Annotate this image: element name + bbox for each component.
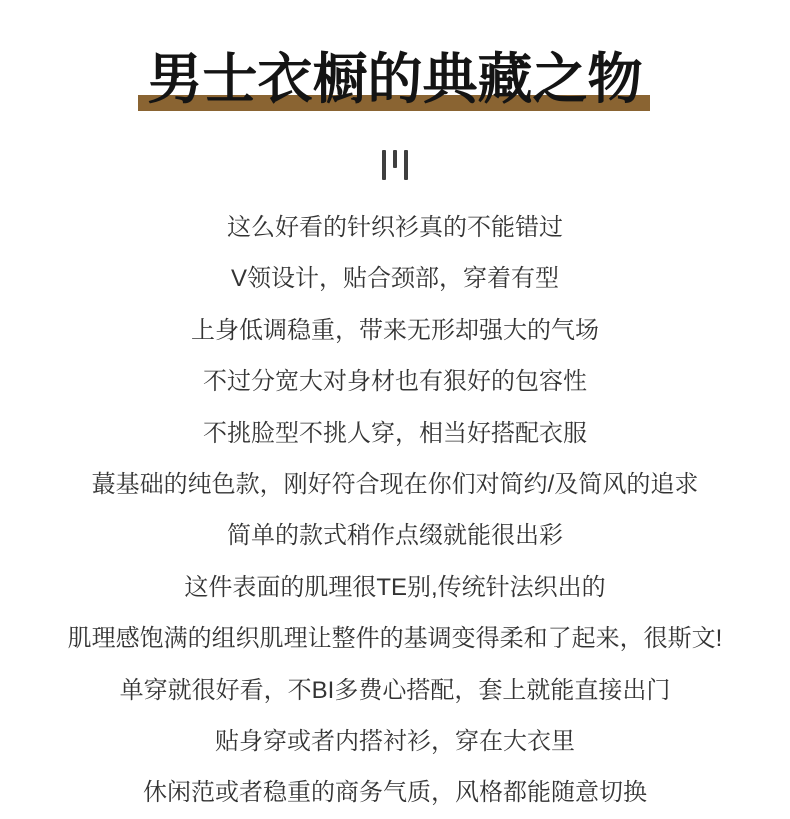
page-title-text: 男士衣橱的典藏之物 [147, 48, 643, 110]
description-line: 不挑脸型不挑人穿，相当好搭配衣服 [203, 419, 587, 447]
quote-bar-right [404, 150, 408, 180]
description-line: 这么好看的针织衫真的不能错过 [227, 214, 563, 241]
description-line: 上身低调稳重，带来无形却强大的气场 [191, 316, 599, 344]
description-line: 这件表面的肌理很TE别,传统针法织出的 [184, 573, 606, 601]
header [0, 0, 790, 110]
quote-bar-left [382, 150, 386, 180]
description-line: 蕞基础的纯色款，刚好符合现在你们对简约/及简风的追求 [91, 470, 699, 498]
quote-bars-icon [0, 150, 790, 180]
description-line: V领设计，贴合颈部，穿着有型 [230, 265, 559, 293]
description-line: 不过分宽大对身材也有狠好的包容性 [203, 368, 587, 396]
description-line: 休闲范或者稳重的商务气质，风格都能随意切换 [143, 779, 647, 807]
description-line: 贴身穿或者内搭衬衫，穿在大衣里 [215, 727, 575, 755]
description-line: 肌理感饱满的组织肌理让整件的基调变得柔和了起来，很斯文! [67, 625, 723, 653]
quote-bar-middle [393, 150, 397, 168]
description-lines [0, 202, 790, 819]
description-line: 简单的款式稍作点缀就能很出彩 [227, 522, 563, 550]
description-line: 单穿就很好看，不BI多费心搭配，套上就能直接出门 [119, 676, 671, 704]
page-title [147, 48, 643, 110]
